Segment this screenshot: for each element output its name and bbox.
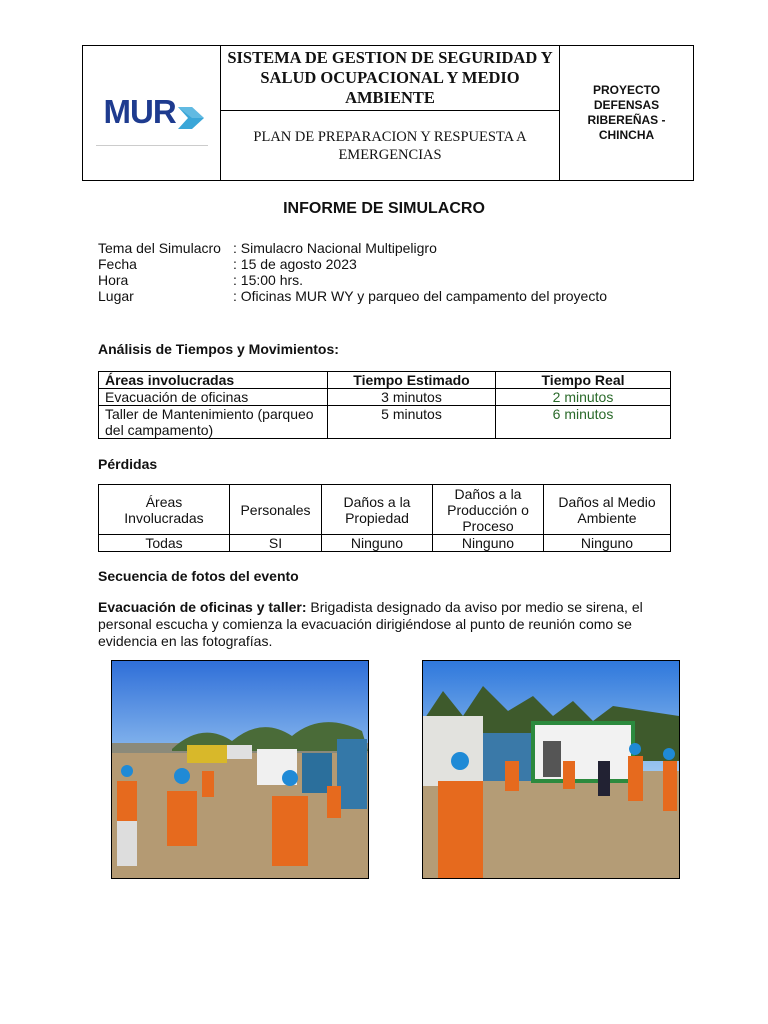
table-cell: 5 minutos: [328, 406, 496, 439]
table-row: [99, 389, 671, 406]
table-header: Personales: [230, 485, 322, 535]
table-cell: Todas: [99, 535, 230, 552]
info-label: Hora: [98, 272, 129, 288]
table-header: Tiempo Real: [496, 372, 671, 389]
table-cell: Taller de Mantenimiento (parqueo del campamento): [99, 406, 328, 439]
logo-text: MUR: [103, 92, 176, 130]
table-cell: Evacuación de oficinas: [99, 389, 328, 406]
photo-evacuation-offices: [111, 660, 369, 879]
arrow-icon: [176, 101, 206, 135]
info-value: : Simulacro Nacional Multipeligro: [233, 240, 437, 256]
table-header-row: [99, 485, 671, 535]
info-label: Fecha: [98, 256, 137, 272]
info-value: : 15:00 hrs.: [233, 272, 304, 288]
table-header: Daños a la Producción o Proceso: [433, 485, 544, 535]
analysis-heading: Análisis de Tiempos y Movimientos:: [98, 341, 339, 357]
plan-title: PLAN DE PREPARACION Y RESPUESTA A EMERGENCIAS: [253, 128, 527, 163]
losses-table: [98, 484, 671, 552]
photos-text: Brigadista designado da aviso por medio se sirena, el personal escucha y comienza la evacuación dirigiéndose al punto de reunión como se evidencia en las fotografías.: [98, 599, 643, 649]
info-value: : 15 de agosto 2023: [233, 256, 357, 272]
info-row: [98, 288, 607, 304]
system-title: SISTEMA DE GESTION DE SEGURIDAD Y SALUD OCUPACIONAL Y MEDIO AMBIENTE: [221, 46, 559, 111]
table-header: Daños al Medio Ambiente: [544, 485, 671, 535]
table-cell: 3 minutos: [328, 389, 496, 406]
table-header: Daños a la Propiedad: [322, 485, 433, 535]
table-header-row: [99, 372, 671, 389]
table-header: Tiempo Estimado: [328, 372, 496, 389]
table-cell: SI: [230, 535, 322, 552]
info-row: [98, 240, 607, 256]
photos-description: [98, 599, 658, 650]
report-title: INFORME DE SIMULACRO: [283, 200, 485, 217]
info-row: [98, 272, 607, 288]
info-value: : Oficinas MUR WY y parqueo del campamento del proyecto: [233, 288, 608, 304]
info-label: Tema del Simulacro: [98, 240, 221, 256]
table-cell: 6 minutos: [496, 406, 671, 439]
table-row: [99, 535, 671, 552]
analysis-table: [98, 371, 671, 439]
table-row: [99, 406, 671, 439]
info-label: Lugar: [98, 288, 134, 304]
table-header: Áreas Involucradas: [99, 485, 230, 535]
table-header: Áreas involucradas: [99, 372, 328, 389]
losses-heading: Pérdidas: [98, 456, 158, 472]
table-cell: Ninguno: [544, 535, 671, 552]
logo-cell: [83, 46, 221, 180]
table-cell: 2 minutos: [496, 389, 671, 406]
company-logo: [96, 81, 208, 146]
table-cell: Ninguno: [322, 535, 433, 552]
photos-lead: Evacuación de oficinas y taller:: [98, 599, 307, 615]
project-name: PROYECTO DEFENSAS RIBEREÑAS - CHINCHA: [587, 83, 666, 142]
header-titles: [221, 46, 560, 180]
document-header: [82, 45, 694, 181]
photos-heading: Secuencia de fotos del evento: [98, 568, 299, 584]
photo-evacuation-workshop: [422, 660, 680, 879]
info-row: [98, 256, 607, 272]
table-cell: Ninguno: [433, 535, 544, 552]
info-block: [98, 240, 607, 304]
